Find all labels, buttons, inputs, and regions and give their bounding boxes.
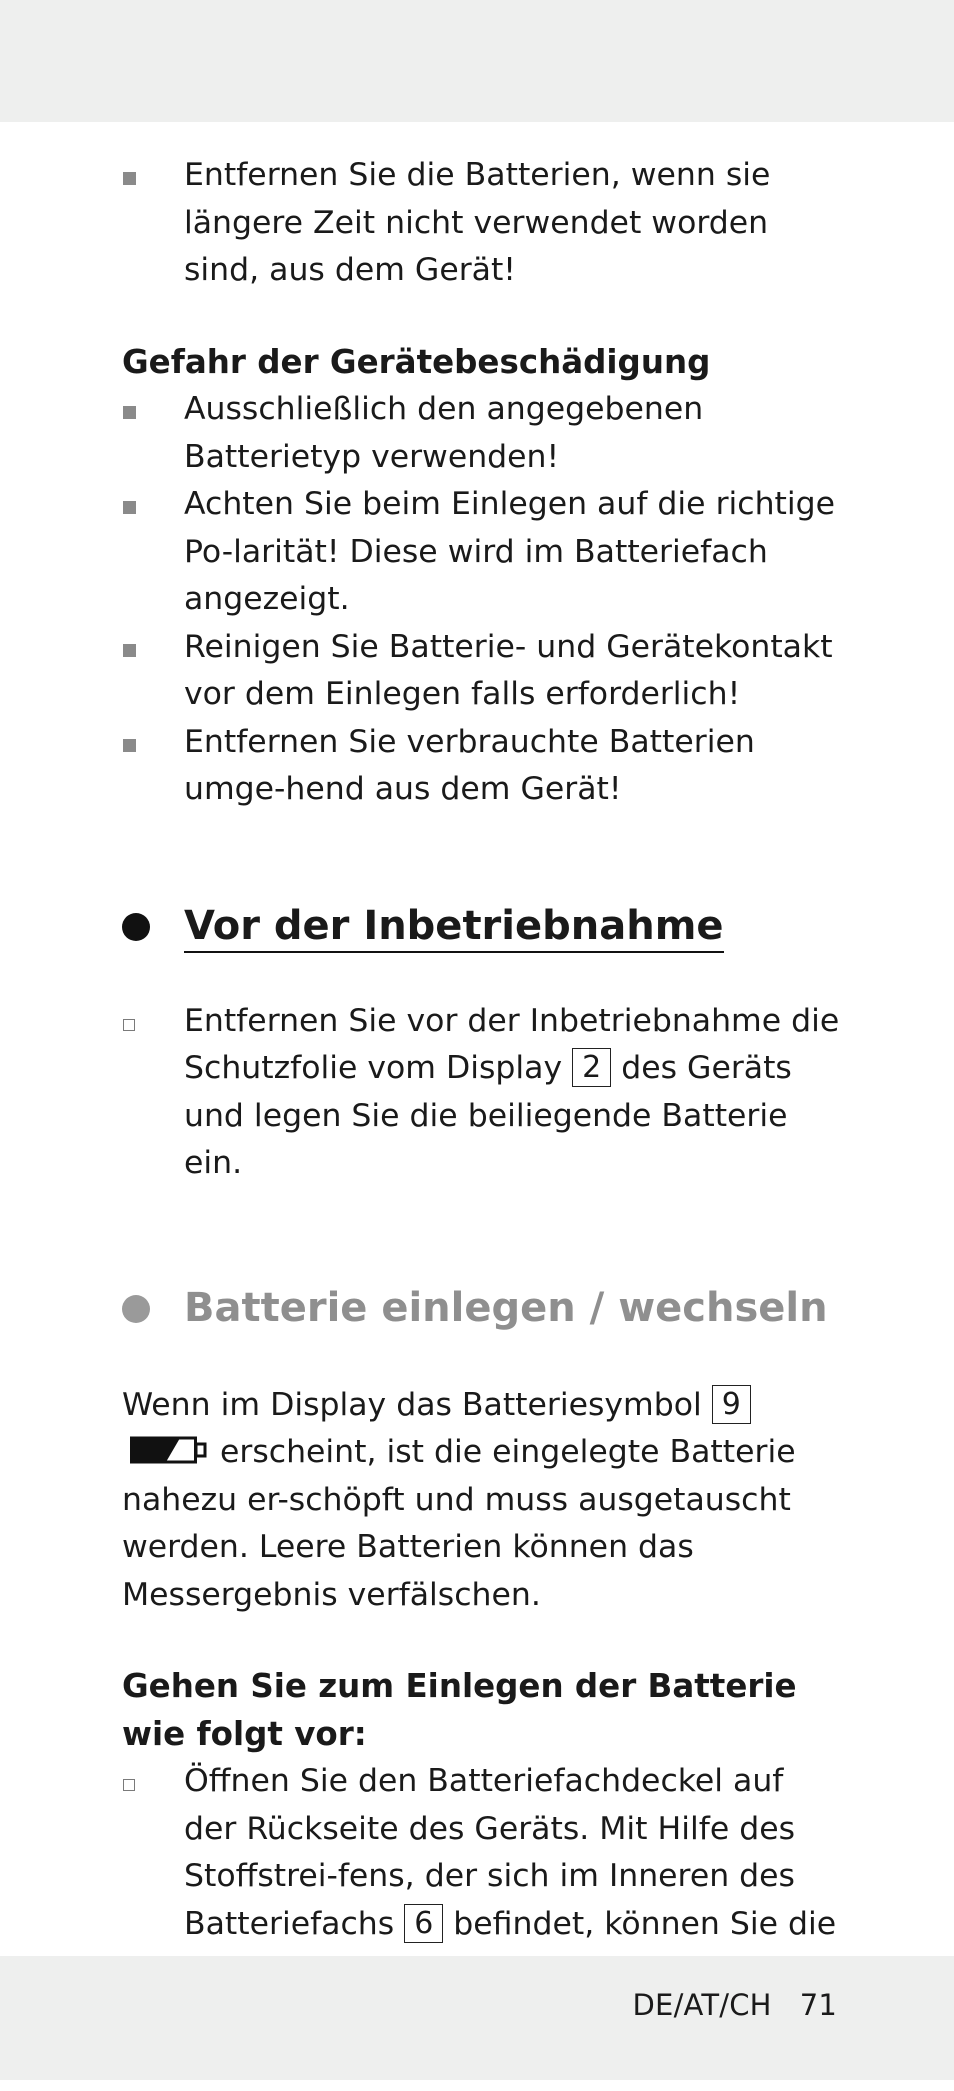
step-text: des Geräts und legen Sie die beiliegende Batterie ein. (184, 1050, 792, 1181)
square-bullet-icon (123, 406, 136, 419)
list-item (122, 386, 842, 481)
section-heading-battery (122, 1278, 842, 1338)
filled-circle-icon (122, 913, 150, 941)
part-reference: 9 (712, 1385, 751, 1424)
section-title: Batterie einlegen / wechseln (184, 1284, 828, 1331)
part-reference: 6 (404, 1904, 443, 1943)
paragraph-text: erscheint, ist die eingelegte Batterie nahezu er-schöpft und muss ausgetauscht werden. Leere Batterien können das Messergebnis verfälschen. (122, 1434, 796, 1613)
step-text: Öffnen Sie den Batteriefachdeckel auf der Rückseite des Geräts. Mit Hilfe des Stoffstrei-fens, der sich im Inneren des Batteriefachs (184, 1763, 796, 1942)
bullet-text: Achten Sie beim Einlegen auf die richtige Po-larität! Diese wird im Batteriefach angezeigt. (184, 486, 836, 617)
checkbox-square-icon (123, 1019, 135, 1031)
bullet-text: Reinigen Sie Batterie- und Gerätekontakt vor dem Einlegen falls erforderlich! (184, 628, 833, 712)
square-bullet-icon (123, 172, 136, 185)
procedure-heading: Gehen Sie zum Einlegen der Batterie wie folgt vor: (122, 1667, 797, 1753)
manual-page-content (122, 152, 842, 2091)
list-item (122, 481, 842, 624)
section-title: Vor der Inbetriebnahme (184, 903, 724, 953)
step-text: Entfernen Sie vor der Inbetriebnahme die Schutzfolie vom Display (184, 1002, 840, 1086)
header-band (0, 0, 954, 122)
step-text: befindet, können Sie die (453, 1905, 837, 1942)
damage-heading: Gefahr der Gerätebeschädigung (122, 342, 711, 381)
page-footer (633, 1988, 837, 2022)
paragraph-text: Wenn im Display das Batteriesymbol (122, 1386, 702, 1423)
battery-paragraph (122, 1382, 842, 1620)
section-heading-startup (122, 896, 724, 956)
list-item (122, 624, 842, 719)
bullet-text: Ausschließlich den angegebenen Batterietyp verwenden! (184, 391, 704, 475)
square-bullet-icon (123, 644, 136, 657)
list-item (122, 152, 842, 295)
bullet-text: Entfernen Sie die Batterien, wenn sie längere Zeit nicht verwendet worden sind, aus dem Gerät! (184, 157, 771, 288)
square-bullet-icon (123, 739, 136, 752)
part-reference: 2 (572, 1048, 611, 1087)
list-item (122, 998, 842, 1188)
bullet-text: Entfernen Sie verbrauchte Batterien umge-hend aus dem Gerät! (184, 723, 755, 807)
square-bullet-icon (123, 501, 136, 514)
list-item (122, 719, 842, 814)
checkbox-square-icon (123, 1779, 135, 1791)
page-number: 71 (799, 1988, 837, 2022)
region-label: DE/AT/CH (632, 1988, 772, 2022)
filled-circle-icon (122, 1295, 150, 1323)
battery-low-icon (130, 1435, 210, 1465)
